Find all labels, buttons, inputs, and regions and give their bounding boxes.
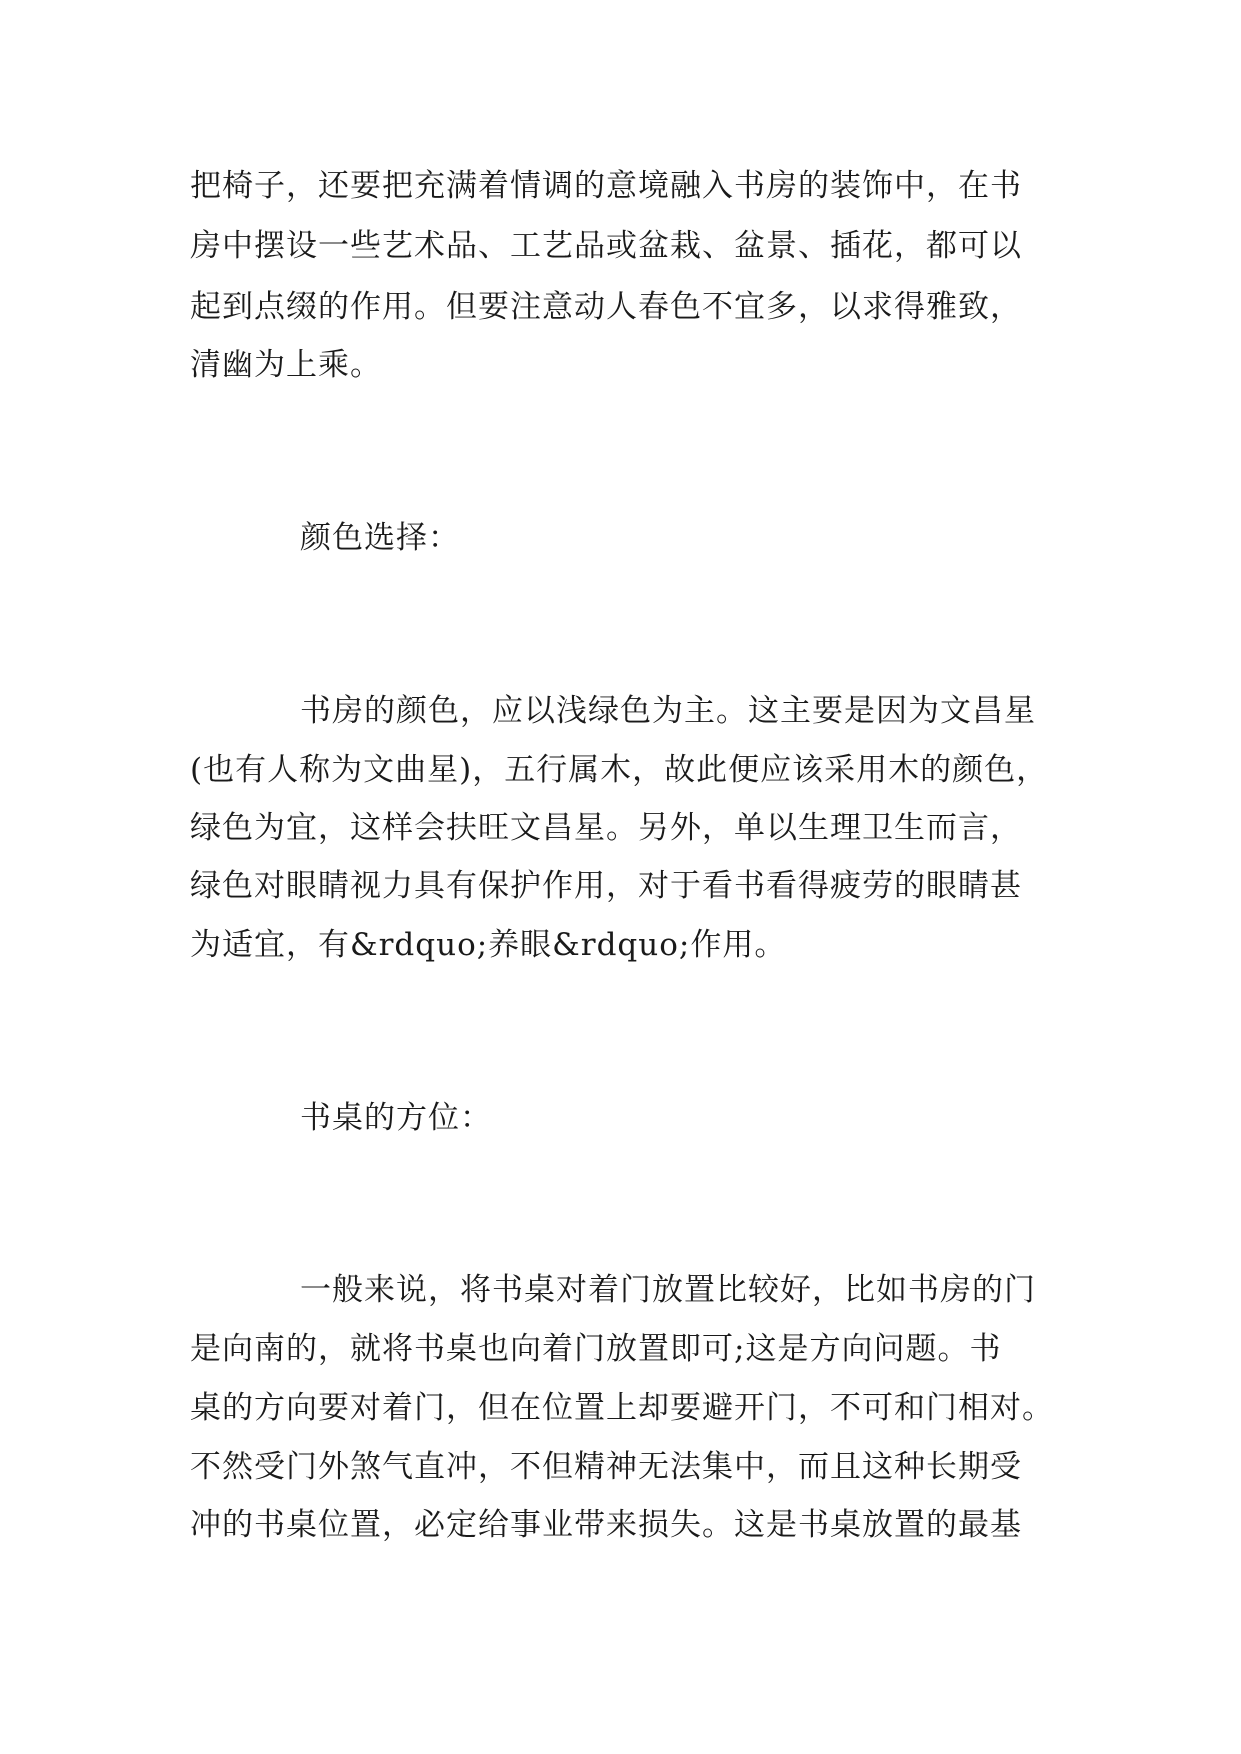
paragraph-2-line-3: 绿色为宜，这样会扶旺文昌星。另外，单以生理卫生而言， bbox=[190, 810, 1022, 846]
paragraph-1-line-4: 清幽为上乘。 bbox=[190, 347, 382, 383]
paragraph-3-line-2: 是向南的，就将书桌也向着门放置即可;这是方向问题。书 bbox=[190, 1331, 1002, 1367]
paragraph-2-line-2: (也有人称为文曲星)，五行属木，故此便应该采用木的颜色， bbox=[190, 752, 1049, 788]
paragraph-3-line-4: 不然受门外煞气直冲，不但精神无法集中，而且这种长期受 bbox=[190, 1449, 1022, 1485]
paragraph-1-line-3: 起到点缀的作用。但要注意动人春色不宜多，以求得雅致， bbox=[190, 289, 1022, 325]
paragraph-1-line-1: 把椅子，还要把充满着情调的意境融入书房的装饰中，在书 bbox=[190, 168, 1022, 204]
paragraph-2-line-5: 为适宜，有&rdquo;养眼&rdquo;作用。 bbox=[190, 927, 787, 963]
paragraph-2-line-1: 书房的颜色，应以浅绿色为主。这主要是因为文昌星 bbox=[300, 693, 1036, 729]
paragraph-3-line-3: 桌的方向要对着门，但在位置上却要避开门，不可和门相对。 bbox=[190, 1390, 1054, 1426]
paragraph-3-line-5: 冲的书桌位置，必定给事业带来损失。这是书桌放置的最基 bbox=[190, 1507, 1022, 1543]
paragraph-3-line-1: 一般来说，将书桌对着门放置比较好，比如书房的门 bbox=[300, 1272, 1036, 1308]
heading-desk-position: 书桌的方位： bbox=[300, 1100, 492, 1136]
paragraph-1-line-2: 房中摆设一些艺术品、工艺品或盆栽、盆景、插花，都可以 bbox=[190, 228, 1022, 264]
heading-color-selection: 颜色选择： bbox=[300, 520, 460, 556]
paragraph-2-line-4: 绿色对眼睛视力具有保护作用，对于看书看得疲劳的眼睛甚 bbox=[190, 868, 1022, 904]
